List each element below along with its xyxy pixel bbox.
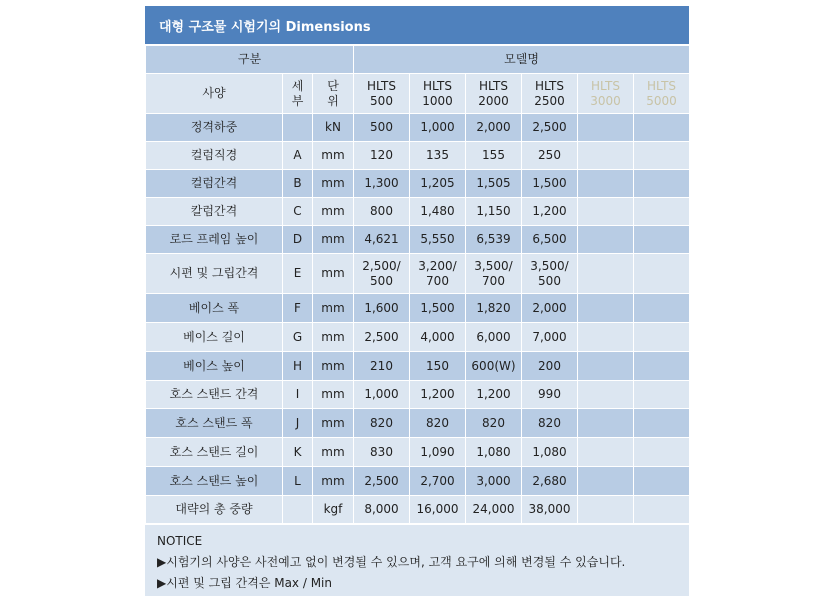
table-row (146, 198, 690, 226)
spec-name-cell: 시편 및 그립간격 (146, 254, 283, 294)
value-cell: 1,505 (466, 170, 522, 198)
value-cell: 1,205 (410, 170, 466, 198)
unit-cell: mm (313, 352, 354, 381)
detail-code-cell: H (283, 352, 313, 381)
unit-cell: mm (313, 294, 354, 323)
value-cell: 2,000 (466, 114, 522, 142)
value-cell (578, 381, 634, 409)
value-cell (634, 114, 690, 142)
value-cell: 3,500/ 500 (522, 254, 578, 294)
value-cell: 1,200 (522, 198, 578, 226)
detail-code-cell: G (283, 323, 313, 352)
unit-cell: mm (313, 226, 354, 254)
value-cell: 990 (522, 381, 578, 409)
table-row (146, 467, 690, 496)
notice-box (145, 525, 689, 596)
value-cell: 3,000 (466, 467, 522, 496)
notice-heading: NOTICE (157, 534, 203, 548)
value-cell (578, 226, 634, 254)
detail-code-cell: A (283, 142, 313, 170)
value-cell (634, 467, 690, 496)
value-cell: 2,500 (354, 323, 410, 352)
unit-cell: mm (313, 438, 354, 467)
detail-code-cell: B (283, 170, 313, 198)
value-cell (634, 198, 690, 226)
value-cell (578, 323, 634, 352)
detail-code-cell: I (283, 381, 313, 409)
value-cell: 200 (522, 352, 578, 381)
spec-name-cell: 정격하중 (146, 114, 283, 142)
value-cell: 820 (410, 409, 466, 438)
value-cell: 600(W) (466, 352, 522, 381)
value-cell: 38,000 (522, 496, 578, 524)
value-cell: 1,000 (354, 381, 410, 409)
model-header: 모델명 (354, 46, 690, 74)
value-cell: 820 (354, 409, 410, 438)
table-row (146, 114, 690, 142)
spec-name-cell: 로드 프레임 높이 (146, 226, 283, 254)
unit-cell: mm (313, 254, 354, 294)
spec-name-cell: 호스 스탠드 높이 (146, 467, 283, 496)
value-cell (578, 409, 634, 438)
detail-code-cell: K (283, 438, 313, 467)
value-cell: 800 (354, 198, 410, 226)
value-cell: 500 (354, 114, 410, 142)
value-cell: 16,000 (410, 496, 466, 524)
value-cell (634, 409, 690, 438)
value-cell: 1,480 (410, 198, 466, 226)
detail-code-cell: D (283, 226, 313, 254)
header-row-1 (146, 46, 690, 74)
table-row (146, 381, 690, 409)
value-cell (634, 226, 690, 254)
value-cell: 5,550 (410, 226, 466, 254)
value-cell: 250 (522, 142, 578, 170)
value-cell: 6,539 (466, 226, 522, 254)
spec-name-cell: 베이스 길이 (146, 323, 283, 352)
table-row (146, 294, 690, 323)
value-cell: 2,000 (522, 294, 578, 323)
detail-code-cell: C (283, 198, 313, 226)
spec-name-cell: 호스 스탠드 간격 (146, 381, 283, 409)
spec-name-cell: 베이스 폭 (146, 294, 283, 323)
value-cell: 2,680 (522, 467, 578, 496)
value-cell: 1,200 (466, 381, 522, 409)
detail-code-cell (283, 496, 313, 524)
unit-cell: mm (313, 142, 354, 170)
value-cell: 820 (522, 409, 578, 438)
value-cell: 820 (466, 409, 522, 438)
value-cell (578, 352, 634, 381)
value-cell: 210 (354, 352, 410, 381)
value-cell: 4,621 (354, 226, 410, 254)
value-cell: 155 (466, 142, 522, 170)
value-cell (634, 170, 690, 198)
unit-cell: mm (313, 323, 354, 352)
value-cell: 830 (354, 438, 410, 467)
value-cell: 1,080 (466, 438, 522, 467)
value-cell (578, 254, 634, 294)
table-row (146, 496, 690, 524)
unit-cell: mm (313, 170, 354, 198)
value-cell: 2,500 (522, 114, 578, 142)
model-hlts-500: HLTS 500 (354, 74, 410, 114)
value-cell (634, 142, 690, 170)
value-cell (578, 294, 634, 323)
table-row (146, 409, 690, 438)
value-cell: 1,150 (466, 198, 522, 226)
value-cell: 2,700 (410, 467, 466, 496)
value-cell (578, 198, 634, 226)
value-cell: 120 (354, 142, 410, 170)
value-cell: 135 (410, 142, 466, 170)
value-cell (578, 170, 634, 198)
unit-cell: kgf (313, 496, 354, 524)
value-cell (634, 352, 690, 381)
model-hlts-1000: HLTS 1000 (410, 74, 466, 114)
value-cell (578, 496, 634, 524)
unit-cell: kN (313, 114, 354, 142)
value-cell: 2,500/ 500 (354, 254, 410, 294)
model-hlts-3000: HLTS 3000 (578, 74, 634, 114)
value-cell: 2,500 (354, 467, 410, 496)
notice-line: ▶시편 및 그립 간격은 Max / Min (157, 576, 332, 590)
value-cell (634, 438, 690, 467)
model-hlts-2000: HLTS 2000 (466, 74, 522, 114)
unit-cell: mm (313, 467, 354, 496)
value-cell (634, 496, 690, 524)
spec-name-cell: 컬럼직경 (146, 142, 283, 170)
spec-name-cell: 컬럼간격 (146, 170, 283, 198)
value-cell: 6,500 (522, 226, 578, 254)
model-hlts-5000: HLTS 5000 (634, 74, 690, 114)
header-row-2 (146, 74, 690, 114)
value-cell (634, 254, 690, 294)
spec-name-cell: 대략의 총 중량 (146, 496, 283, 524)
spec-name-cell: 호스 스탠드 폭 (146, 409, 283, 438)
notice-line: ▶시험기의 사양은 사전예고 없이 변경될 수 있으며, 고객 요구에 의해 변경될 수 있습니다. (157, 555, 626, 569)
detail-code-cell: J (283, 409, 313, 438)
value-cell: 1,080 (522, 438, 578, 467)
detail-code-cell: F (283, 294, 313, 323)
value-cell: 4,000 (410, 323, 466, 352)
table-row (146, 438, 690, 467)
value-cell (634, 381, 690, 409)
model-hlts-2500: HLTS 2500 (522, 74, 578, 114)
value-cell: 24,000 (466, 496, 522, 524)
unit-cell: mm (313, 198, 354, 226)
dimensions-table (145, 45, 690, 524)
value-cell: 1,500 (522, 170, 578, 198)
value-cell: 8,000 (354, 496, 410, 524)
unit-header: 단 위 (313, 74, 354, 114)
value-cell (578, 114, 634, 142)
value-cell: 3,200/ 700 (410, 254, 466, 294)
value-cell: 1,600 (354, 294, 410, 323)
table-row (146, 323, 690, 352)
unit-cell: mm (313, 381, 354, 409)
value-cell: 1,500 (410, 294, 466, 323)
value-cell: 3,500/ 700 (466, 254, 522, 294)
table-row (146, 352, 690, 381)
value-cell: 1,090 (410, 438, 466, 467)
value-cell: 7,000 (522, 323, 578, 352)
spec-name-cell: 호스 스탠드 길이 (146, 438, 283, 467)
value-cell (634, 294, 690, 323)
page-title: 대형 구조물 시험기의 Dimensions (145, 6, 689, 44)
value-cell (578, 142, 634, 170)
value-cell (634, 323, 690, 352)
spec-panel (145, 6, 689, 596)
value-cell: 6,000 (466, 323, 522, 352)
table-row (146, 254, 690, 294)
value-cell (578, 438, 634, 467)
spec-header: 사양 (146, 74, 283, 114)
detail-header: 세 부 (283, 74, 313, 114)
spec-name-cell: 베이스 높이 (146, 352, 283, 381)
table-row (146, 226, 690, 254)
value-cell (578, 467, 634, 496)
value-cell: 1,820 (466, 294, 522, 323)
unit-cell: mm (313, 409, 354, 438)
group-header: 구분 (146, 46, 354, 74)
detail-code-cell: E (283, 254, 313, 294)
detail-code-cell: L (283, 467, 313, 496)
spec-name-cell: 칼럼간격 (146, 198, 283, 226)
value-cell: 1,000 (410, 114, 466, 142)
table-row (146, 142, 690, 170)
table-row (146, 170, 690, 198)
detail-code-cell (283, 114, 313, 142)
value-cell: 1,300 (354, 170, 410, 198)
value-cell: 1,200 (410, 381, 466, 409)
value-cell: 150 (410, 352, 466, 381)
